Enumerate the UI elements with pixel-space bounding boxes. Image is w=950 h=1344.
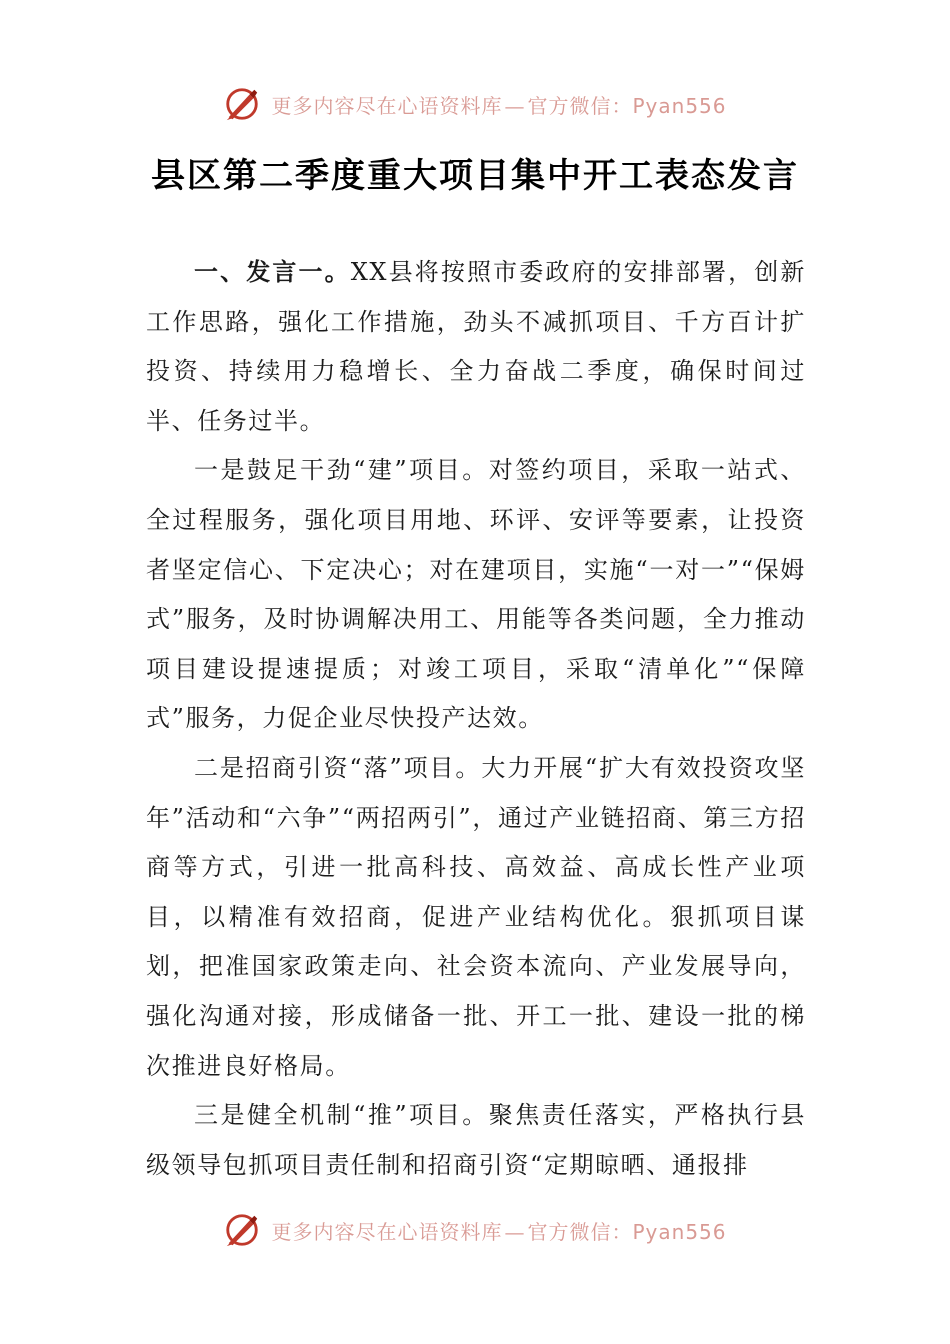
header-watermark xyxy=(0,82,950,126)
footer-watermark xyxy=(0,1208,950,1252)
pen-circle-logo-icon xyxy=(223,85,261,123)
paragraph-1-body: XX县将按照市委政府的安排部署，创新工作思路，强化工作措施，劲头不减抓项目、千方百计扩投资、持续用力稳增长、全力奋战二季度，确保时间过半、任务过半。 xyxy=(146,258,806,435)
watermark-separator: — xyxy=(504,1219,526,1244)
watermark-separator: — xyxy=(504,93,526,118)
watermark-site-text: 更多内容尽在心语资料库 xyxy=(271,1219,503,1244)
pen-circle-logo-icon xyxy=(223,1211,261,1249)
document-body xyxy=(146,248,806,1190)
watermark-site-text: 更多内容尽在心语资料库 xyxy=(271,93,503,118)
watermark-contact-label: 官方微信： xyxy=(527,1219,633,1244)
paragraph-4: 三是健全机制“推”项目。聚焦责任落实，严格执行县级领导包抓项目责任制和招商引资“定期晾晒、通报排 xyxy=(146,1101,806,1179)
watermark-text xyxy=(271,1216,726,1245)
paragraph-1-heading: 一、发言一。 xyxy=(194,258,351,286)
paragraph-1 xyxy=(146,248,806,446)
watermark-contact-id: Pyan556 xyxy=(632,93,727,118)
watermark-contact-id: Pyan556 xyxy=(632,1219,727,1244)
watermark-text xyxy=(271,90,726,119)
document-title: 县区第二季度重大项目集中开工表态发言 xyxy=(151,156,799,196)
watermark-contact-label: 官方微信： xyxy=(527,93,633,118)
paragraph-3: 二是招商引资“落”项目。大力开展“扩大有效投资攻坚年”活动和“六争”“两招两引”，通过产业链招商、第三方招商等方式，引进一批高科技、高效益、高成长性产业项目，以精准有效招商，促进产业结构优化。狠抓项目谋划，把准国家政策走向、社会资本流向、产业发展导向，强化沟通对接，形成储备一批、开工一批、建设一批的梯次推进良好格局。 xyxy=(146,753,806,1080)
paragraph-2: 一是鼓足干劲“建”项目。对签约项目，采取一站式、全过程服务，强化项目用地、环评、安评等要素，让投资者坚定信心、下定决心；对在建项目，实施“一对一”“保姆式”服务，及时协调解决用工、用能等各类问题，全力推动项目建设提速提质；对竣工项目，采取“清单化”“保障式”服务，力促企业尽快投产达效。 xyxy=(146,456,806,733)
